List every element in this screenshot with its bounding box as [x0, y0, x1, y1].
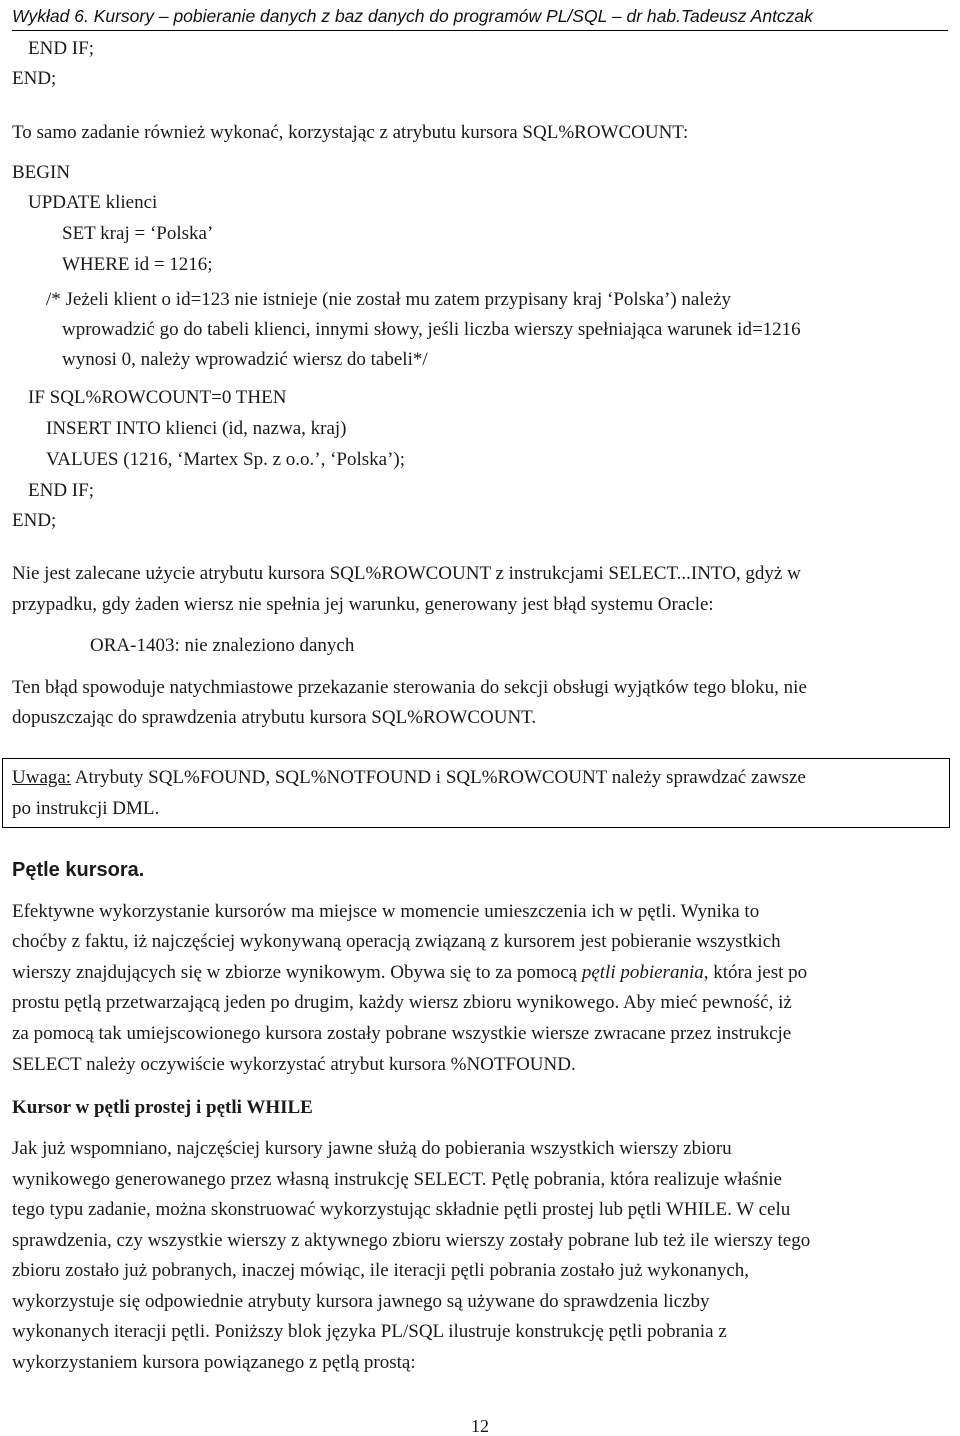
note-line	[12, 766, 806, 790]
code-comment-line: /* Jeżeli klient o id=123 nie istnieje (nie został mu zatem przypisany kraj ‘Polska’) należy	[46, 289, 732, 310]
paragraph-line: wykonanych iteracji pętli. Poniższy blok języka PL/SQL ilustruje konstrukcję pętli pobrania z	[12, 1321, 727, 1342]
page-number: 12	[471, 1416, 489, 1436]
paragraph-line: Jak już wspomniano, najczęściej kursory jawne służą do pobierania wszystkich wierszy zbioru	[12, 1138, 732, 1159]
paragraph-line	[12, 961, 807, 985]
emphasis-text: pętli pobierania	[581, 962, 704, 983]
running-header: Wykład 6. Kursory – pobieranie danych z baz danych do programów PL/SQL – dr hab.Tadeusz Antczak	[12, 4, 948, 31]
code-line: IF SQL%ROWCOUNT=0 THEN	[28, 387, 287, 408]
subsection-heading: Kursor w pętli prostej i pętli WHILE	[12, 1097, 313, 1118]
paragraph-line: prostu pętlą przetwarzającą jeden po drugim, każdy wiersz zbioru wynikowego. Aby mieć pewność, iż	[12, 992, 792, 1013]
paragraph-line: tego typu zadanie, można skonstruować wykorzystując składnie pętli prostej lub pętli WHILE. W celu	[12, 1199, 791, 1220]
paragraph-line: wykorzystaniem kursora powiązanego z pętlą prostą:	[12, 1352, 416, 1373]
paragraph-line: wykorzystuje się odpowiednie atrybuty kursora jawnego są używane do sprawdzenia liczby	[12, 1291, 710, 1312]
text-run: wierszy znajdujących się w zbiorze wynikowym. Obywa się to za pomocą	[12, 962, 582, 983]
code-line: VALUES (1216, ‘Martex Sp. z o.o.’, ‘Polska’);	[46, 449, 406, 470]
error-message: ORA-1403: nie znaleziono danych	[90, 635, 355, 656]
paragraph-line: za pomocą tak umiejscowionego kursora zostały pobrane wszystkie wiersze zwracane przez instrukcje	[12, 1023, 792, 1044]
paragraph-line: Nie jest zalecane użycie atrybutu kursora SQL%ROWCOUNT z instrukcjami SELECT...INTO, gdyż w	[12, 563, 801, 584]
code-line: BEGIN	[12, 162, 71, 183]
code-line: END;	[12, 510, 57, 531]
code-line: INSERT INTO klienci (id, nazwa, kraj)	[46, 418, 347, 439]
intro-paragraph: To samo zadanie również wykonać, korzystając z atrybutu kursora SQL%ROWCOUNT:	[12, 122, 689, 143]
code-line: END IF;	[28, 480, 94, 501]
code-comment-line: wynosi 0, należy wprowadzić wiersz do tabeli*/	[62, 349, 428, 370]
paragraph-line: choćby z faktu, iż najczęściej wykonywaną operacją związaną z kursorem jest pobieranie wszystkich	[12, 931, 781, 952]
section-heading: Pętle kursora.	[12, 859, 145, 881]
paragraph-line: dopuszczając do sprawdzenia atrybutu kursora SQL%ROWCOUNT.	[12, 707, 537, 728]
paragraph-line: zbioru zostało już pobranych, inaczej mówiąc, ile iteracji pętli pobrania zostało już wykonanych,	[12, 1260, 750, 1281]
code-comment-line: wprowadzić go do tabeli klienci, innymi słowy, jeśli liczba wierszy spełniająca warunek id=1216	[62, 319, 801, 340]
code-line: UPDATE klienci	[28, 192, 158, 213]
text-run: , która jest po	[703, 962, 808, 983]
paragraph-line: sprawdzenia, czy wszystkie wierszy z aktywnego zbioru wierszy zostały pobrane lub też ile wierszy tego	[12, 1230, 811, 1251]
paragraph-line: Ten błąd spowoduje natychmiastowe przekazanie sterowania do sekcji obsługi wyjątków tego bloku, nie	[12, 677, 807, 698]
note-text: Atrybuty SQL%FOUND, SQL%NOTFOUND i SQL%ROWCOUNT należy sprawdzać zawsze	[71, 767, 806, 788]
note-line: po instrukcji DML.	[12, 798, 160, 819]
paragraph-line: wynikowego generowanego przez własną instrukcję SELECT. Pętlę pobrania, która realizuje właśnie	[12, 1169, 782, 1190]
paragraph-line: SELECT należy oczywiście wykorzystać atrybut kursora %NOTFOUND.	[12, 1054, 576, 1075]
code-line: WHERE id = 1216;	[62, 254, 213, 275]
paragraph-line: Efektywne wykorzystanie kursorów ma miejsce w momencie umieszczenia ich w pętli. Wynika to	[12, 901, 760, 922]
code-line: SET kraj = ‘Polska’	[62, 223, 214, 244]
paragraph-line: przypadku, gdy żaden wiersz nie spełnia jej warunku, generowany jest błąd systemu Oracle:	[12, 594, 714, 615]
code-line-end-if: END IF;	[28, 38, 94, 59]
note-label: Uwaga:	[12, 767, 72, 788]
code-line-end: END;	[12, 68, 57, 89]
